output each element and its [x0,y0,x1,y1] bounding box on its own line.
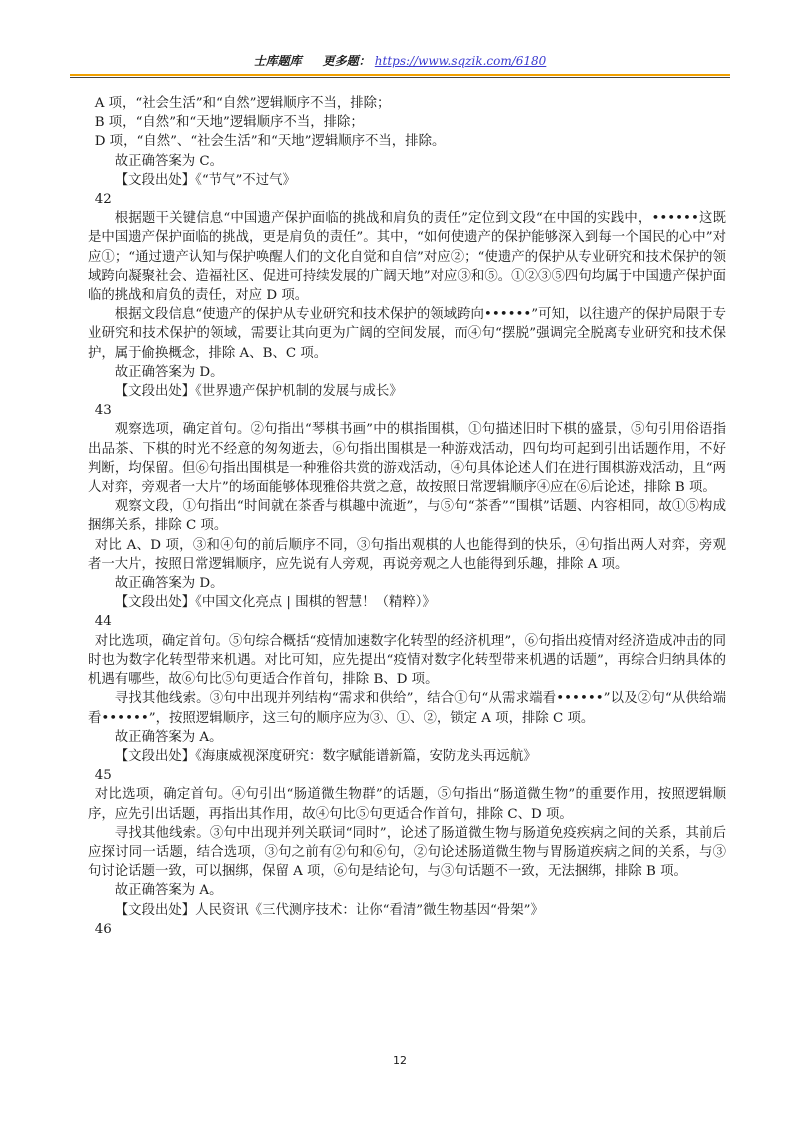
question-number-45: 45 [94,768,112,784]
source-44: 【文段出处】《海康威视深度研究：数字赋能谱新篇，安防龙头再远航》 [114,748,537,764]
answer-41: 故正确答案为 C。 [114,153,224,169]
source-41: 【文段出处】《“节气”不过气》 [114,172,296,188]
question-number-46: 46 [94,921,112,937]
site-label: 士库题库 [253,54,302,68]
explanation-43-1: 观察选项，确定首句。②句指出“琴棋书画”中的棋指围棋，①句描述旧时下棋的盛景，⑤句引用俗语指出品茶、下棋的时光不经意的匆匆逝去，⑥句指出围棋是一种游戏活动，四句均可起到引出话题作用，不好判断，均保留。但⑥句指出围棋是一种雅俗共赏的游戏活动，④句具体论述人们在进行围棋游戏活动，且“两人对弈，旁观者一大片”的场面能够体现雅俗共赏之意，故按照日常逻辑顺序④应在⑥后论述，排除 B 项。 [88,422,726,496]
explanation-44-2: 寻找其他线索。③句中出现并列结构“需求和供给”，结合①句“从需求端看••••••”以及②句“从供给端看••••••”，按照逻辑顺序，这三句的顺序应为③、①、②，锁定 A 项，排除 C 项。 [88,691,726,726]
explanation-42-2: 根据文段信息“使遗产的保护从专业研究和技术保护的领域跨向••••••”可知，以往遗产的保护局限于专业研究和技术保护的领域，需要让其向更为广阔的空间发展，而④句“摆脱”强调完全脱离专业研究和技术保护，属于偷换概念，排除 A、B、C 项。 [88,307,726,361]
explanation-43-3: 对比 A、D 项，③和④句的前后顺序不同，③句指出观棋的人也能得到的快乐，④句指出两人对弈，旁观者一大片，按照日常逻辑顺序，应先说有人旁观，再说旁观之人也能得到乐趣，排除 A 项。 [88,537,726,572]
answer-43: 故正确答案为 D。 [114,576,224,592]
more-label: 更多题： [322,54,371,68]
question-number-44: 44 [94,614,112,630]
page-number: 12 [393,1054,407,1067]
answer-45: 故正确答案为 A。 [114,883,223,899]
page-header [70,52,730,74]
header-link[interactable]: https://www.sqzik.com/6180 [374,54,547,68]
source-45: 【文段出处】人民资讯《三代测序技术：让你“看清”微生物基因“骨架”》 [114,902,544,918]
paragraph-option-d: D 项，“自然”、“社会生活”和“天地”逻辑顺序不当，排除。 [94,134,446,150]
header-rule-orange [70,74,730,76]
explanation-45-2: 寻找其他线索。③句中出现并列关联词“同时”，论述了肠道微生物与肠道免疫疾病之间的关系，其前后应探讨同一话题，结合选项，③句之前有②句和⑥句，②句论述肠道微生物与胃肠道疾病之间的关系，与③句讨论话题一致，可以捆绑，保留 A 项，⑥句是结论句，与③句话题不一致，无法捆绑，排除 B 项。 [88,825,726,880]
question-number-43: 43 [94,403,112,419]
answer-42: 故正确答案为 D。 [114,364,224,380]
paragraph-option-b: B 项，“自然”和“天地”逻辑顺序不当，排除； [94,115,364,131]
document-body [88,94,726,939]
explanation-43-2: 观察文段，①句指出“时间就在茶香与棋趣中流逝”，与⑤句“茶香”“围棋”话题、内容相同，故①⑤构成捆绑关系，排除 C 项。 [88,499,726,534]
explanation-44-1: 对比选项，确定首句。⑤句综合概括“疫情加速数字化转型的经济机理”，⑥句指出疫情对经济造成冲击的同时也为数字化转型带来机遇。对比可知，应先提出“疫情对数字化转型带来机遇的话题”，再综合归纳具体的机遇有哪些，故⑥句比⑤句更适合作首句，排除 B、D 项。 [88,633,726,688]
explanation-42-1: 根据题干关键信息“中国遗产保护面临的挑战和肩负的责任”定位到文段“在中国的实践中，••••••这既是中国遗产保护面临的挑战，更是肩负的责任”。其中，“如何使遗产的保护能够深入到每一个国民的心中”对应①；“通过遗产认知与保护唤醒人们的文化自觉和自信”对应②；“使遗产的保护从专业研究和技术保护的领域跨向凝聚社会、造福社区、促进可持续发展的广阔天地”对应③和⑤。①②③⑤四句均属于中国遗产保护面临的挑战和肩负的责任，对应 D 项。 [88,211,726,304]
paragraph-option-a: A 项，“社会生活”和“自然”逻辑顺序不当，排除； [94,96,391,111]
source-42: 【文段出处】《世界遗产保护机制的发展与成长》 [114,384,403,400]
source-43: 【文段出处】《中国文化亮点 | 围棋的智慧！（精粹）》 [114,595,436,611]
header-rule-black [70,77,730,78]
explanation-45-1: 对比选项，确定首句。④句引出“肠道微生物群”的话题，⑤句指出“肠道微生物”的重要作用，按照逻辑顺序，应先引出话题，再指出其作用，故④句比⑤句更适合作首句，排除 C、D 项。 [88,787,726,822]
question-number-42: 42 [94,192,112,208]
answer-44: 故正确答案为 A。 [114,729,223,745]
